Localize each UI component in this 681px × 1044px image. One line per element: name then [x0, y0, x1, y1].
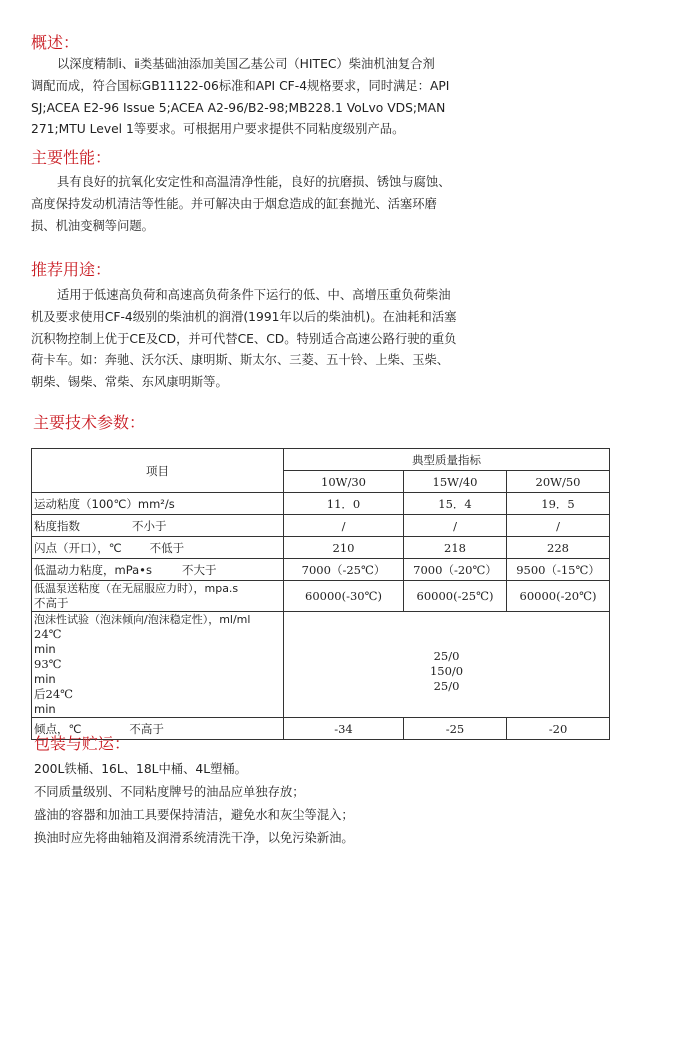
table-row: [32, 559, 610, 581]
foam-values: [284, 612, 610, 718]
text-line: 以深度精制ⅰ、ⅱ类基础油添加美国乙基公司（HITEC）柴油机油复合剂: [57, 57, 435, 71]
cell-value: 60000(-30℃): [284, 581, 404, 612]
packaging-heading: 包装与贮运：: [34, 734, 131, 753]
cell-value: /: [507, 515, 610, 537]
foam-temp: 24℃: [34, 627, 62, 641]
foam-unit: min: [34, 672, 56, 686]
usage-text: [31, 285, 493, 394]
row-label-text: 低温泵送粘度（在无屈服应力时），mpa.s: [34, 582, 239, 595]
row-condition: 不大于: [181, 562, 217, 577]
row-label: [32, 515, 284, 537]
text-line: 机及要求使用CF-4级别的柴油机的润滑(1991年以后的柴油机)。在油耗和活塞: [31, 309, 457, 324]
row-label: 运动粘度（100℃）mm²/s: [32, 493, 284, 515]
cell-value: 25/0: [433, 679, 460, 693]
row-label-text: 闪点（开口），℃: [34, 540, 122, 555]
row-label: [32, 559, 284, 581]
cell-value: 9500（-15℃）: [507, 559, 610, 581]
text-line: 荷卡车。如：奔驰、沃尔沃、康明斯、斯太尔、三菱、五十铃、上柴、玉柴、: [31, 353, 450, 368]
cell-value: 218: [404, 537, 507, 559]
cell-value: 25/0: [433, 649, 460, 663]
text-line: 损、机油变稠等问题。: [31, 218, 154, 233]
spec-table: [31, 448, 610, 740]
row-condition: 不高于: [129, 721, 164, 736]
text-line: 调配而成，符合国标GB11122-06标准和API CF-4规格要求，同时满足：API: [31, 78, 450, 93]
row-condition: 不低于: [149, 540, 185, 555]
row-label-text: 倾点，℃: [34, 721, 82, 736]
usage-heading: 推荐用途：: [31, 260, 112, 279]
text-line: 200L铁桶、16L、18L中桶、4L塑桶。: [34, 762, 247, 776]
cell-value: 150/0: [429, 664, 464, 678]
grade-header: 10W/30: [284, 471, 404, 493]
row-label-text: 泡沫性试验（泡沫倾向/泡沫稳定性），ml/ml: [34, 613, 251, 626]
grade-header: 15W/40: [404, 471, 507, 493]
performance-text: [31, 172, 493, 237]
cell-value: -25: [404, 718, 507, 740]
text-line: 朝柴、锡柴、常柴、东风康明斯等。: [31, 375, 228, 390]
table-row: [32, 581, 610, 612]
cell-value: 7000（-20℃）: [404, 559, 507, 581]
foam-unit: min: [34, 702, 56, 716]
cell-value: -34: [284, 718, 404, 740]
table-row: [32, 612, 610, 718]
foam-sub-row: [34, 627, 281, 657]
cell-value: 60000(-25℃): [404, 581, 507, 612]
cell-value: 210: [284, 537, 404, 559]
overview-heading: 概述：: [31, 33, 80, 52]
text-line: 高度保持发动机清洁等性能。并可解决由于烟怠造成的缸套抛光、活塞环磨: [31, 196, 437, 211]
row-label-text: 低温动力粘度，mPa•s: [34, 562, 152, 577]
cell-value: 228: [507, 537, 610, 559]
row-label: [32, 537, 284, 559]
cell-value: /: [284, 515, 404, 537]
text-line: 沉积物控制上优于CE及CD，并可代替CE、CD。特别适合高速公路行驶的重负: [31, 331, 457, 346]
foam-temp: 93℃: [34, 657, 62, 671]
row-condition: 不高于: [34, 596, 69, 610]
cell-value: /: [404, 515, 507, 537]
cell-value: 19．5: [507, 493, 610, 515]
text-line: SJ;ACEA E2-96 Issue 5;ACEA A2-96/B2-98;MB228.1 VoLvo VDS;MAN: [31, 100, 446, 115]
table-row: [32, 493, 610, 515]
grade-header: 20W/50: [507, 471, 610, 493]
foam-temp: 后24℃: [34, 687, 73, 701]
row-label: [32, 612, 284, 718]
foam-unit: min: [34, 642, 56, 656]
cell-value: -20: [507, 718, 610, 740]
cell-value: 15．4: [404, 493, 507, 515]
table-row: [32, 537, 610, 559]
foam-sub-row: [34, 687, 281, 717]
text-line: 不同质量级别、不同粘度牌号的油品应单独存放；: [34, 785, 305, 799]
group-header: 典型质量指标: [284, 449, 610, 471]
performance-heading: 主要性能：: [31, 148, 112, 167]
packaging-text: [34, 758, 354, 850]
row-label: [32, 581, 284, 612]
row-label-text: 粘度指数: [34, 518, 80, 533]
table-row: [32, 515, 610, 537]
item-header: 项目: [32, 449, 284, 493]
cell-value: 11．0: [284, 493, 404, 515]
text-line: 换油时应先将曲轴箱及润滑系统清洗干净，以免污染新油。: [34, 831, 354, 845]
table-header-row: [32, 449, 610, 471]
foam-sub-row: [34, 657, 281, 687]
cell-value: 7000（-25℃）: [284, 559, 404, 581]
text-line: 盛油的容器和加油工具要保持清洁，避免水和灰尘等混入；: [34, 808, 354, 822]
params-heading: 主要技术参数：: [33, 413, 146, 432]
overview-text: [31, 54, 493, 141]
row-condition: 不小于: [132, 518, 167, 533]
text-line: 适用于低速高负荷和高速高负荷条件下运行的低、中、高增压重负荷柴油: [57, 288, 451, 302]
text-line: 271;MTU Level 1等要求。可根据用户要求提供不同粘度级别产品。: [31, 122, 405, 137]
cell-value: 60000(-20℃): [507, 581, 610, 612]
text-line: 具有良好的抗氧化安定性和高温清净性能，良好的抗磨损、锈蚀与腐蚀、: [57, 175, 451, 189]
